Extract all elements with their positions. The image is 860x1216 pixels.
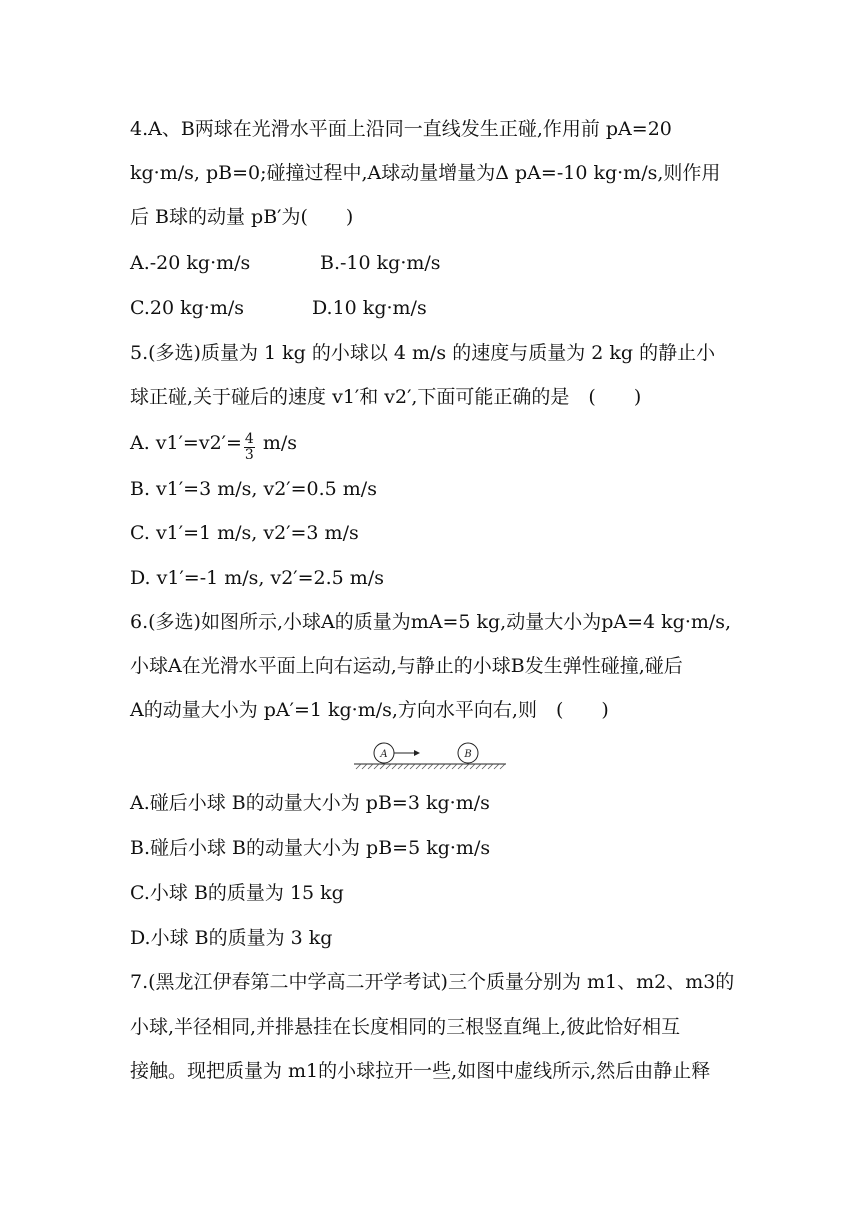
q6-option-a: A.碰后小球 B的动量大小为 pB=3 kg·m/s — [130, 792, 490, 814]
q5-line-2: 球正碰,关于碰后的速度 v1′和 v2′,下面可能正确的是 ( ) — [130, 386, 642, 408]
ball-b-label: B — [464, 749, 472, 760]
q4-option-d: D.10 kg·m/s — [312, 297, 427, 319]
q6-option-d: D.小球 B的质量为 3 kg — [130, 927, 333, 949]
fraction-denominator: 3 — [244, 447, 254, 463]
collision-diagram — [352, 742, 508, 774]
q6-option-c: C.小球 B的质量为 15 kg — [130, 882, 344, 904]
q5-option-b: B. v1′=3 m/s, v2′=0.5 m/s — [130, 478, 377, 500]
q4-option-c: C.20 kg·m/s — [130, 297, 244, 319]
q6-option-b: B.碰后小球 B的动量大小为 pB=5 kg·m/s — [130, 837, 491, 859]
ground-hatching — [356, 764, 505, 769]
q7-line-3: 接触。现把质量为 m1的小球拉开一些,如图中虚线所示,然后由静止释 — [130, 1060, 711, 1082]
q5-option-d: D. v1′=-1 m/s, v2′=2.5 m/s — [130, 567, 384, 589]
q6-line-2: 小球A在光滑水平面上向右运动,与静止的小球B发生弹性碰撞,碰后 — [130, 655, 683, 677]
arrow-head-icon — [414, 750, 420, 756]
q4-line-3: 后 B球的动量 pB′为( ) — [130, 206, 354, 228]
q6-line-3: A的动量大小为 pA′=1 kg·m/s,方向水平向右,则 ( ) — [130, 699, 609, 721]
q5-option-a-unit: m/s — [256, 432, 298, 454]
q7-line-2: 小球,半径相同,并排悬挂在长度相同的三根竖直绳上,彼此恰好相互 — [130, 1016, 681, 1038]
q5-option-a — [130, 431, 297, 463]
q5-option-a-text: A. v1′=v2′= — [130, 432, 242, 454]
q4-option-b: B.-10 kg·m/s — [320, 252, 441, 274]
fraction — [244, 432, 255, 463]
q4-option-a: A.-20 kg·m/s — [130, 252, 251, 274]
q5-line-1: 5.(多选)质量为 1 kg 的小球以 4 m/s 的速度与质量为 2 kg 的静止小 — [130, 342, 716, 364]
q7-line-1: 7.(黑龙江伊春第二中学高二开学考试)三个质量分别为 m1、m2、m3的 — [130, 971, 735, 993]
q6-line-1: 6.(多选)如图所示,小球A的质量为mA=5 kg,动量大小为pA=4 kg·m/s, — [130, 611, 732, 633]
q4-line-2: kg·m/s, pB=0;碰撞过程中,A球动量增量为Δ pA=-10 kg·m/s,则作用 — [130, 162, 721, 184]
fraction-numerator: 4 — [244, 431, 254, 447]
q5-option-c: C. v1′=1 m/s, v2′=3 m/s — [130, 522, 359, 544]
ball-a-label: A — [380, 749, 388, 760]
q4-line-1: 4.A、B两球在光滑水平面上沿同一直线发生正碰,作用前 pA=20 — [130, 118, 672, 140]
